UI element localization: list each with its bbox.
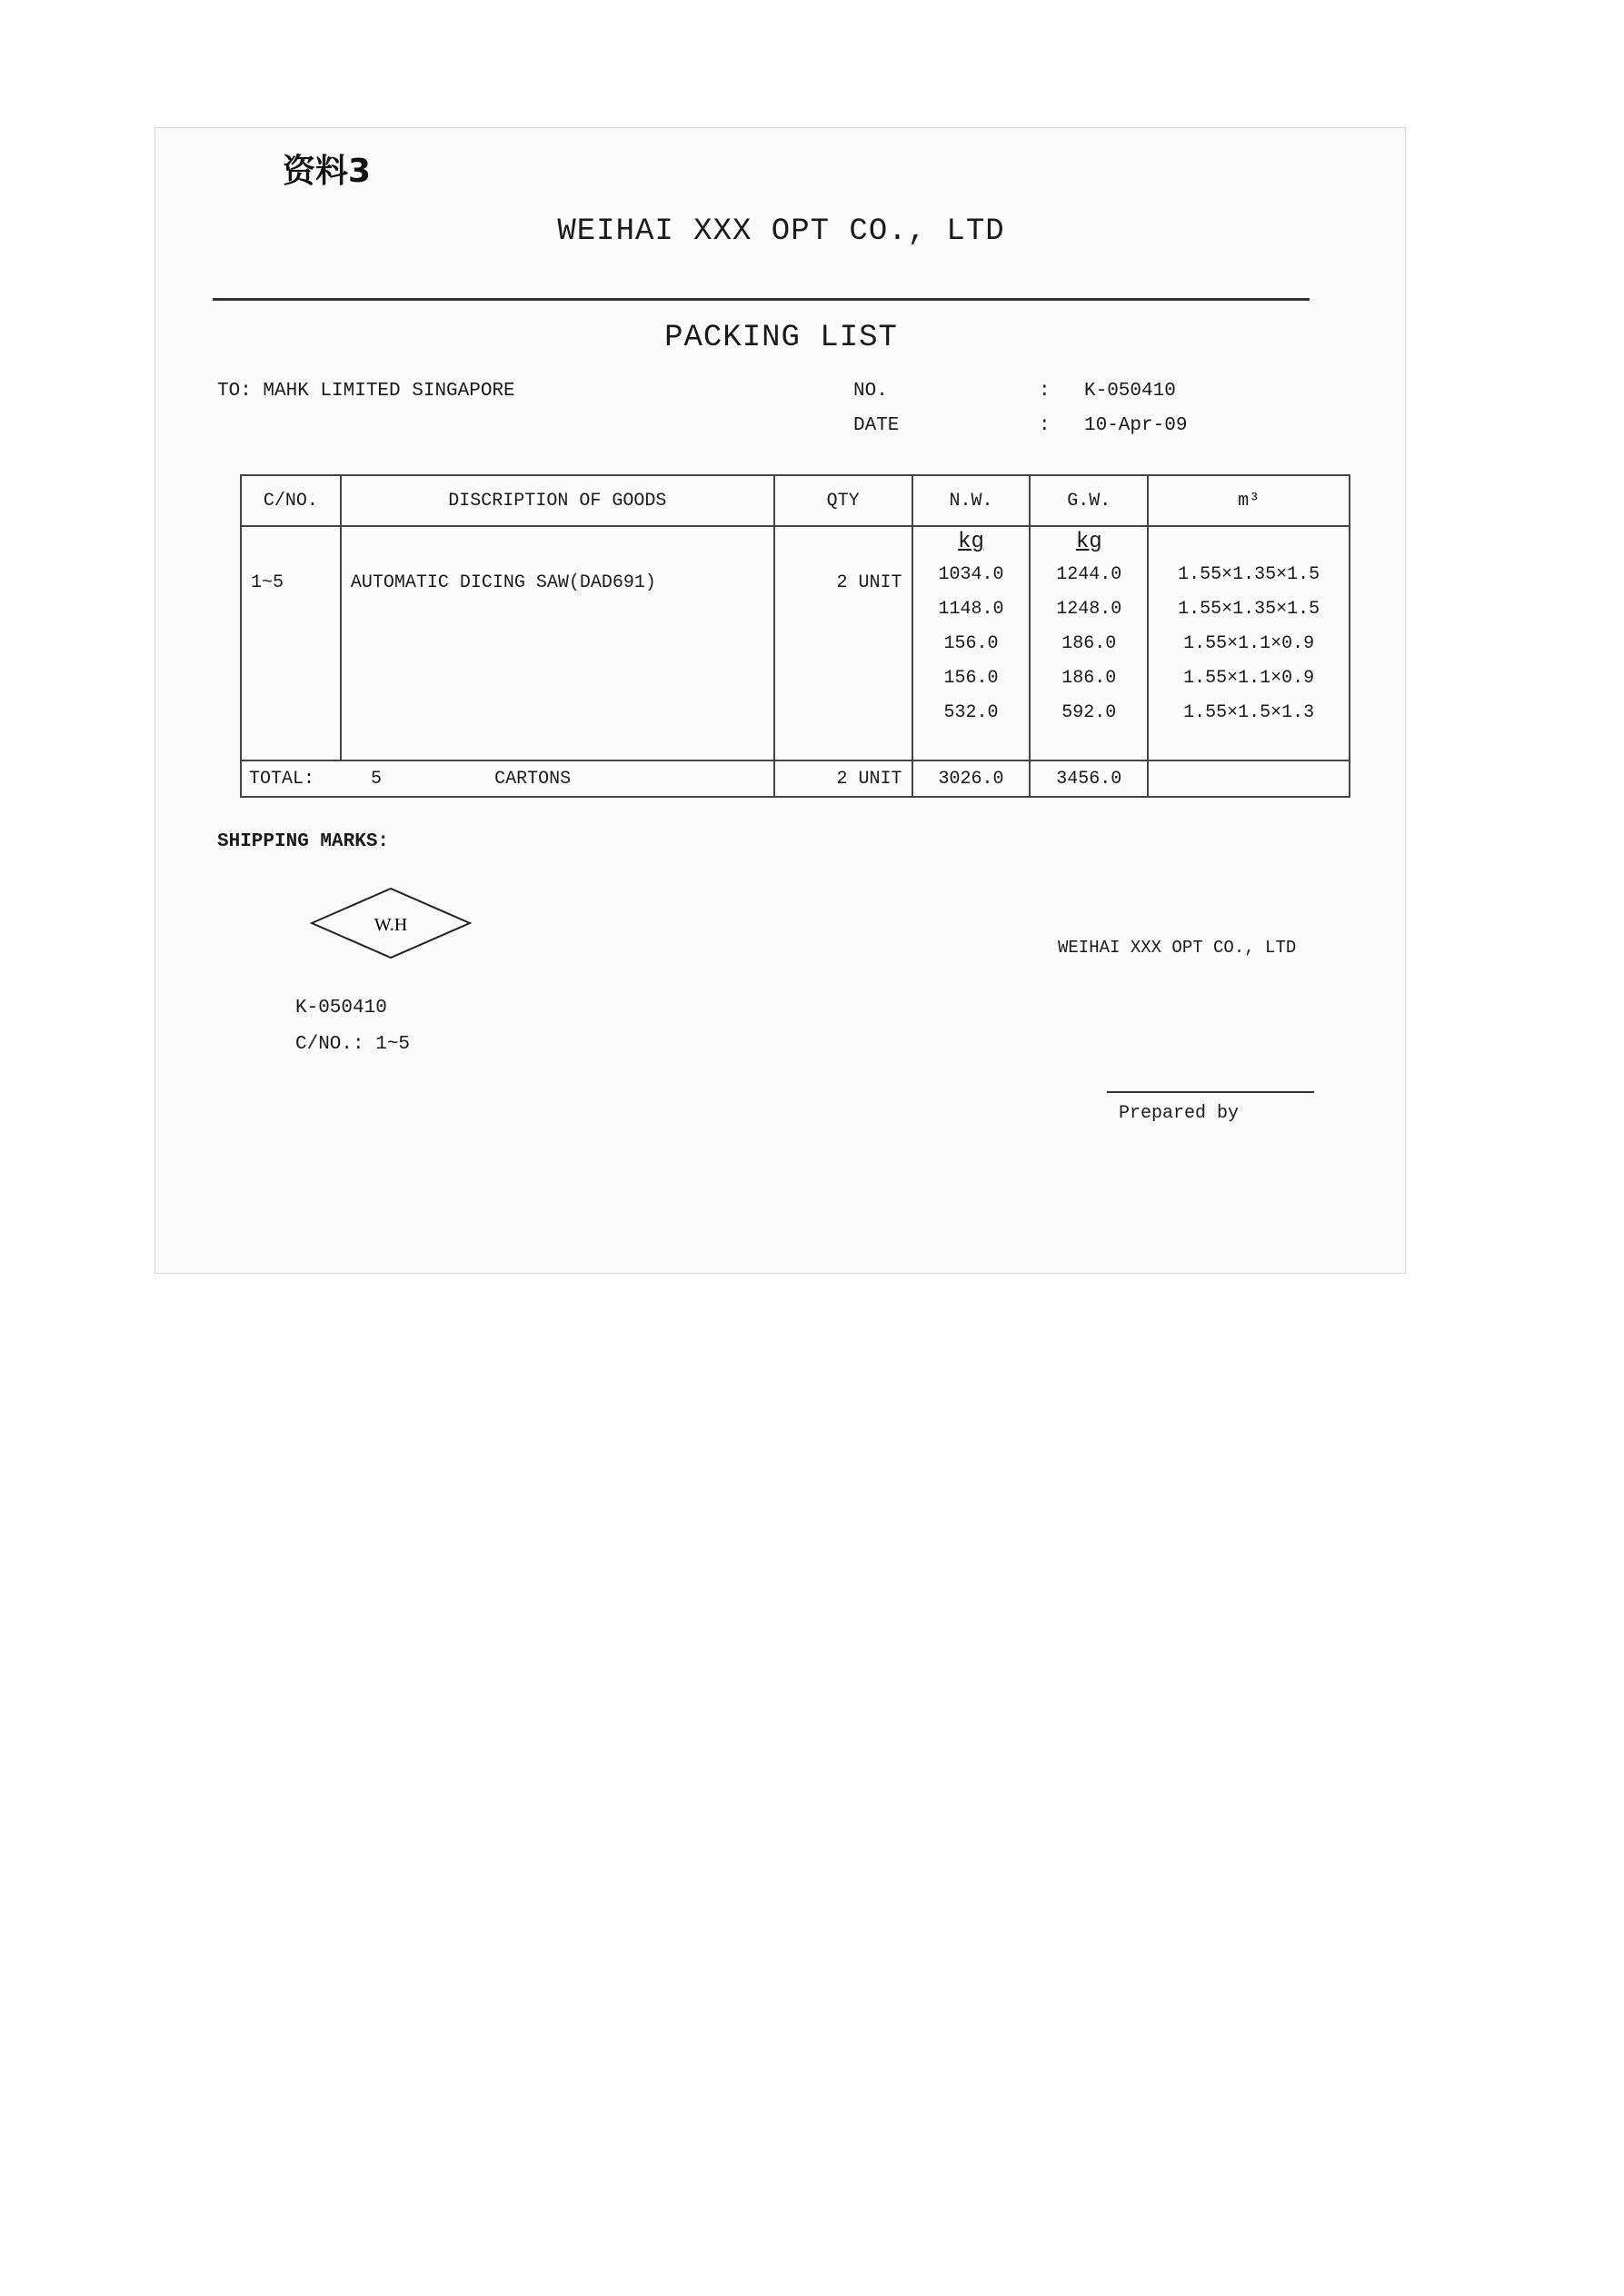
- col-header: m³: [1148, 475, 1350, 526]
- gw-value: 1248.0: [1056, 599, 1122, 620]
- gw-value: 186.0: [1061, 668, 1117, 689]
- packing-table: [240, 474, 1350, 798]
- dim-value: 1.55×1.5×1.3: [1183, 702, 1315, 723]
- col-header: C/NO.: [241, 475, 341, 526]
- cell-cno: 1~5: [251, 572, 284, 593]
- total-unit: CARTONS: [494, 768, 572, 790]
- shipping-mark-cno: C/NO.: 1~5: [295, 1034, 411, 1055]
- shipping-mark-ref: K-050410: [295, 998, 387, 1019]
- nw-value: 156.0: [943, 668, 999, 689]
- meta-no-value: K-050410: [1084, 381, 1176, 402]
- dim-value: 1.55×1.1×0.9: [1183, 668, 1315, 689]
- cell-qty: 2 UNIT: [836, 572, 902, 593]
- nw-value: 532.0: [943, 702, 999, 723]
- col-header: N.W.: [912, 475, 1031, 526]
- shipping-mark-text: W.H: [374, 915, 408, 935]
- col-header: QTY: [774, 475, 912, 526]
- nw-value: 1148.0: [938, 599, 1004, 620]
- dim-value: 1.55×1.1×0.9: [1183, 633, 1315, 654]
- total-count: 5: [371, 768, 383, 790]
- col-header: DISCRIPTION OF GOODS: [341, 475, 774, 526]
- meta-no-label: NO.: [853, 381, 888, 402]
- recipient: TO: MAHK LIMITED SINGAPORE: [217, 381, 515, 402]
- header-rule: [213, 298, 1310, 301]
- signatory-company: WEIHAI XXX OPT CO., LTD: [1058, 938, 1297, 958]
- meta-date-label: DATE: [853, 415, 900, 436]
- dim-value: 1.55×1.35×1.5: [1178, 599, 1320, 620]
- meta-no-colon: :: [1039, 381, 1051, 402]
- table-header-row: [241, 475, 1350, 526]
- table-row: [241, 526, 1350, 760]
- meta-date-colon: :: [1039, 415, 1051, 436]
- signature-line: [1107, 1091, 1314, 1093]
- unit-gw: kg: [1075, 530, 1102, 554]
- scanned-document: [154, 127, 1406, 1274]
- total-nw: 3026.0: [912, 760, 1031, 797]
- shipping-mark-diamond: [308, 885, 473, 961]
- total-volume: [1148, 760, 1350, 797]
- dim-value: 1.55×1.35×1.5: [1178, 564, 1320, 585]
- nw-value: 1034.0: [938, 564, 1004, 585]
- total-row: [241, 760, 1350, 797]
- gw-value: 186.0: [1061, 633, 1117, 654]
- gw-value: 592.0: [1061, 702, 1117, 723]
- prepared-by: Prepared by: [1119, 1103, 1240, 1124]
- shipping-marks-label: SHIPPING MARKS:: [217, 831, 390, 852]
- unit-nw: kg: [958, 530, 984, 554]
- doc-heading: 资料3: [283, 153, 372, 190]
- meta-date-value: 10-Apr-09: [1084, 415, 1188, 436]
- total-gw: 3456.0: [1030, 760, 1148, 797]
- document-title: PACKING LIST: [664, 321, 898, 355]
- nw-value: 156.0: [943, 633, 999, 654]
- cell-description: AUTOMATIC DICING SAW(DAD691): [350, 572, 656, 593]
- company-name: WEIHAI XXX OPT CO., LTD: [557, 214, 1005, 249]
- total-label: TOTAL:: [249, 768, 315, 790]
- col-header: G.W.: [1030, 475, 1148, 526]
- gw-value: 1244.0: [1056, 564, 1122, 585]
- total-qty: 2 UNIT: [774, 760, 912, 797]
